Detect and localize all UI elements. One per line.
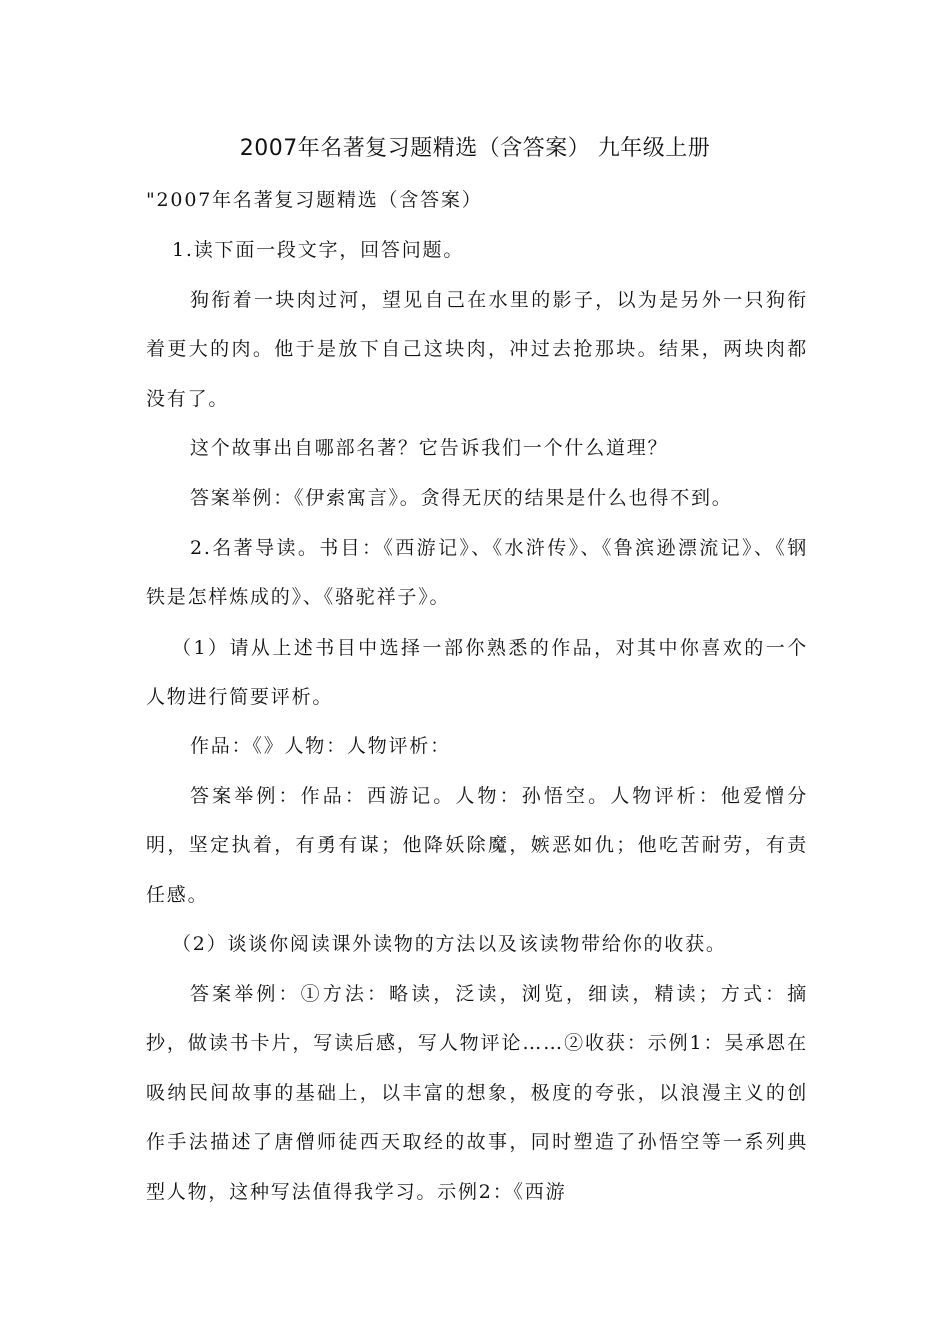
- paragraph-question-2: 2.名著导读。书目：《西游记》、《水浒传》、《鲁滨逊漂流记》、《钢铁是怎样炼成的》、《骆驼祥子》。: [146, 537, 808, 609]
- paragraph-answer-1: 答案举例：《伊索寓言》。贪得无厌的结果是什么也得不到。: [190, 487, 733, 509]
- paragraph-question-1-prompt: 这个故事出自哪部名著？它告诉我们一个什么道理？: [190, 437, 669, 459]
- paragraph-question-1: 1.读下面一段文字，回答问题。: [172, 239, 465, 261]
- paragraph-subtitle: "2007年名著复习题精选（含答案）: [146, 189, 483, 211]
- paragraph-answer-2-2: 答案举例：①方法：略读，泛读，浏览，细读，精读；方式：摘抄，做读书卡片，写读后感，写人物评论……②收获：示例1：吴承恩在吸纳民间故事的基础上，以丰富的想象，极度的夸张，以浪漫主义的创作手法描述了唐僧师徒西天取经的故事，同时塑造了孙悟空等一系列典型人物，这种写法值得我学习。示例2：《西游: [146, 983, 808, 1203]
- paragraph-subquestion-1: （1）请从上述书目中选择一部你熟悉的作品，对其中你喜欢的一个人物进行简要评析。: [146, 637, 808, 709]
- paragraph-subquestion-2: （2）谈谈你阅读课外读物的方法以及该读物带给你的收获。: [172, 933, 727, 955]
- paragraph-answer-template: 作品：《》人物：人物评析：: [190, 735, 451, 757]
- document-title: 2007年名著复习题精选（含答案） 九年级上册: [239, 136, 711, 161]
- paragraph-fable-text: 狗衔着一块肉过河，望见自己在水里的影子，以为是另外一只狗衔着更大的肉。他于是放下自己这块肉，冲过去抢那块。结果，两块肉都没有了。: [146, 289, 808, 410]
- paragraph-answer-2-1: 答案举例：作品：西游记。人物：孙悟空。人物评析：他爱憎分明，坚定执着，有勇有谋；他降妖除魔，嫉恶如仇；他吃苦耐劳，有责任感。: [146, 785, 808, 906]
